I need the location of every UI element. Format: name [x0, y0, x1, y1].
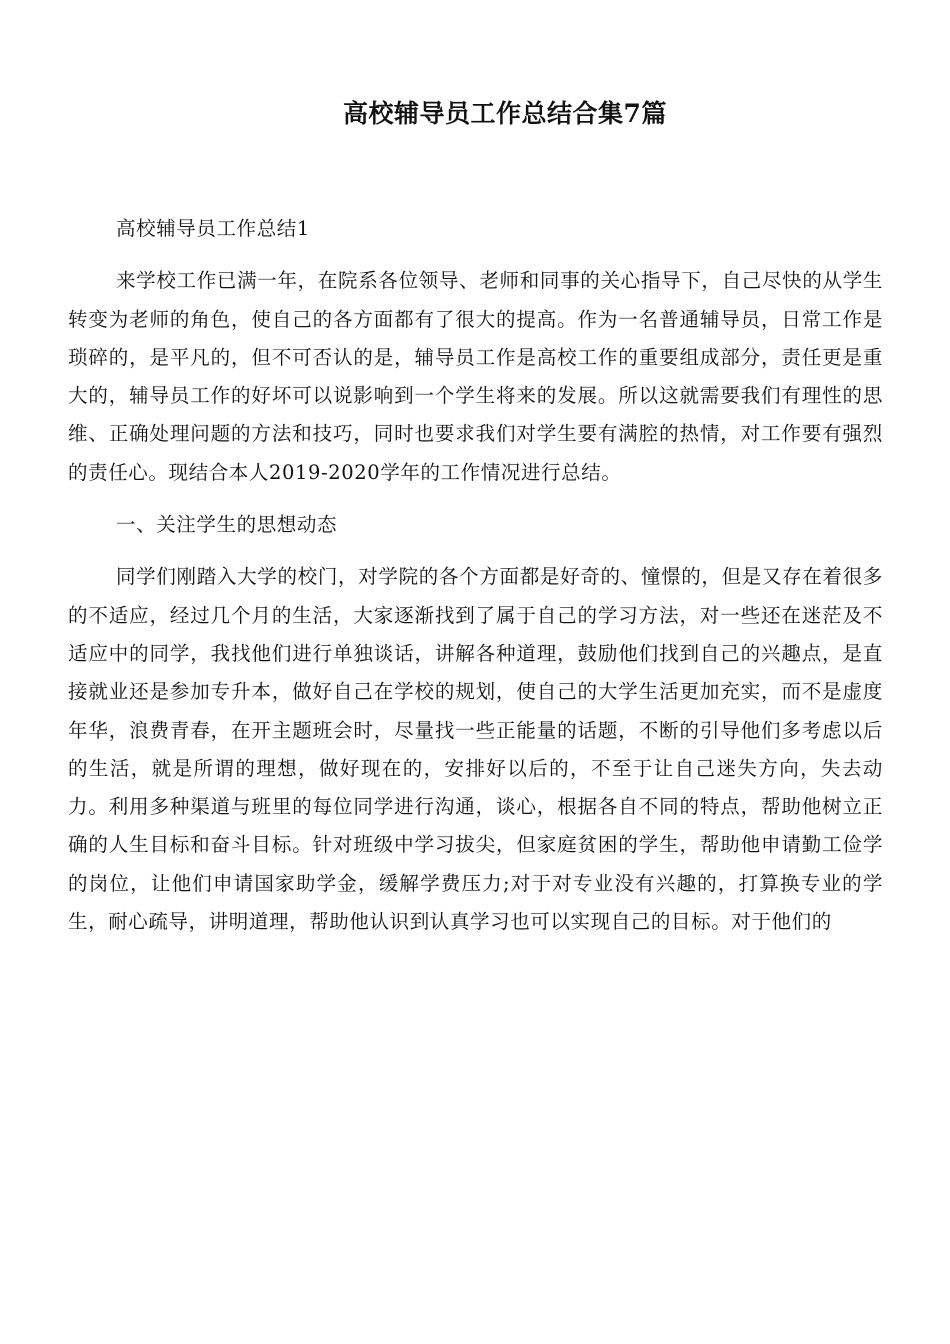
spacer: [68, 492, 883, 506]
subheading: 一、关注学生的思想动态: [116, 513, 338, 537]
document-body: [68, 210, 883, 941]
spacer: [68, 544, 883, 558]
spacer: [68, 248, 883, 262]
body-paragraph: 同学们刚踏入大学的校门，对学院的各个方面都是好奇的、憧憬的，但是又存在着很多的不适应，经过几个月的生活，大家逐渐找到了属于自己的学习方法，对一些还在迷茫及不适应中的同学，我找他们进行单独谈话，讲解各种道理，鼓励他们找到自己的兴趣点，是直接就业还是参加专升本，做好自己在学校的规划，使自己的大学生活更加充实，而不是虚度年华，浪费青春，在开主题班会时，尽量找一些正能量的话题，不断的引导他们多考虑以后的生活，就是所谓的理想，做好现在的，安排好以后的，不至于让自己迷失方向，失去动力。利用多种渠道与班里的每位同学进行沟通，谈心，根据各自不同的特点，帮助他树立正确的人生目标和奋斗目标。针对班级中学习拔尖，但家庭贫困的学生，帮助他申请勤工俭学的岗位，让他们申请国家助学金，缓解学费压力;对于对专业没有兴趣的，打算换专业的学生，耐心疏导，讲明道理，帮助他认识到认真学习也可以实现自己的目标。对于他们的: [68, 565, 883, 934]
section-title: 高校辅导员工作总结1: [116, 217, 310, 240]
intro-paragraph: 来学校工作已满一年，在院系各位领导、老师和同事的关心指导下，自己尽快的从学生转变为老师的角色，使自己的各方面都有了很大的提高。作为一名普通辅导员，日常工作是琐碎的，是平凡的，但不可否认的是，辅导员工作是高校工作的重要组成部分，责任更是重大的，辅导员工作的好坏可以说影响到一个学生将来的发展。所以这就需要我们有理性的思维、正确处理问题的方法和技巧，同时也要求我们对学生要有满腔的热情，对工作要有强烈的责任心。现结合本人2019-2020学年的工作情况进行总结。: [68, 269, 883, 484]
document-title: 高校辅导员工作总结合集7篇: [343, 99, 667, 128]
